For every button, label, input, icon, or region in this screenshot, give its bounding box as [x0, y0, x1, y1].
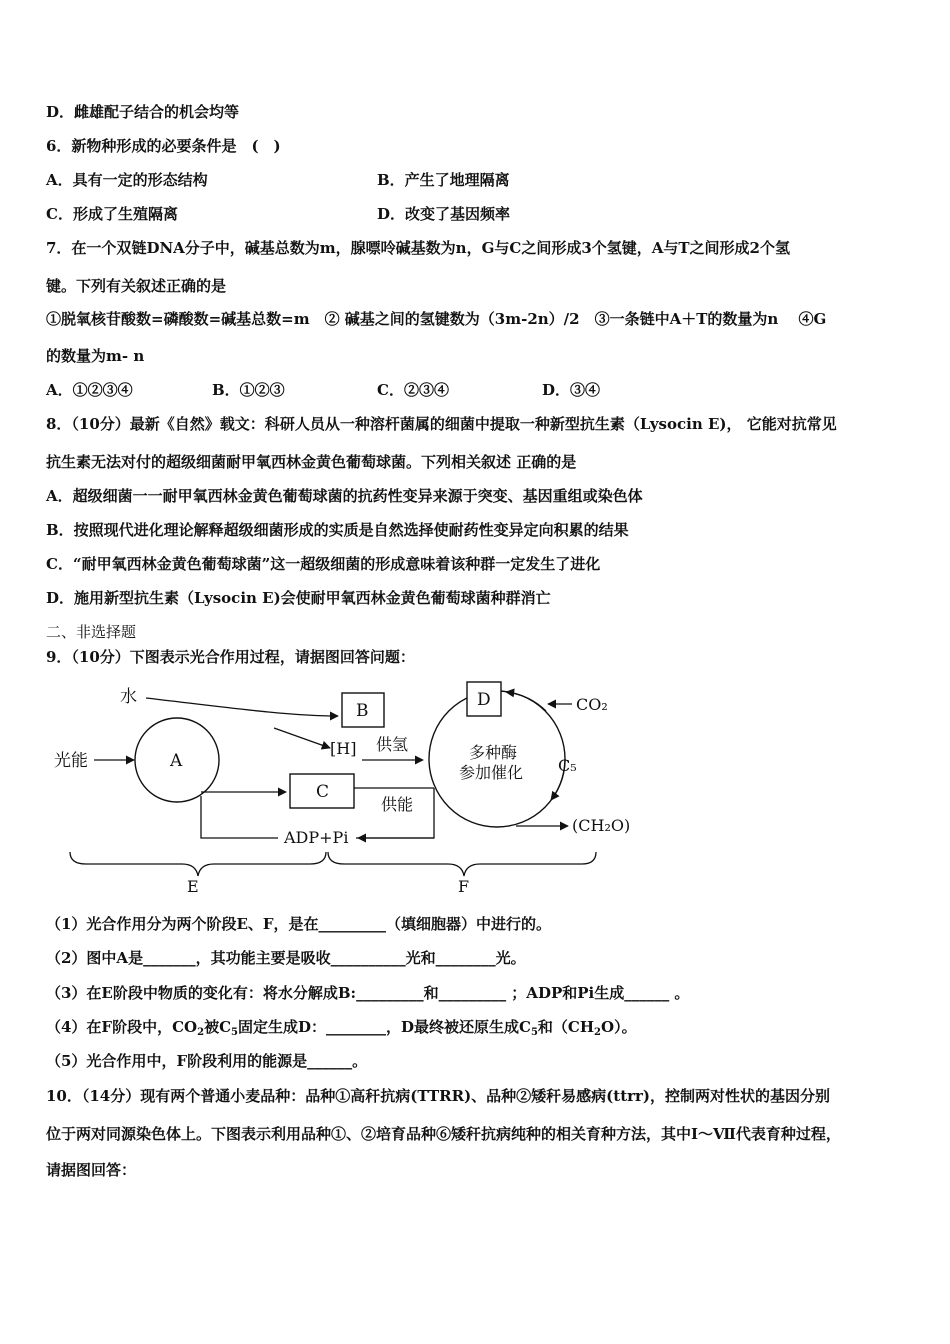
adp-label: ADP+Pi	[284, 828, 349, 847]
q7-stem-line4: 的数量为m- n	[46, 347, 145, 365]
supply-energy-label: 供能	[381, 795, 414, 814]
q7-option-a: A．①②③④	[46, 381, 133, 399]
label-c: C	[316, 782, 330, 802]
water-to-h-arrow	[274, 728, 330, 748]
section-heading: 二、非选择题	[46, 623, 137, 641]
q10-stem-line3: 请据图回答：	[46, 1161, 137, 1179]
q8-stem-line1: 8．（10分）最新《自然》载文：科研人员从一种溶杆菌属的细菌中提取一种新型抗生素（Lysocin E)， 它能对抗常见	[46, 415, 837, 433]
brace-e	[70, 852, 326, 876]
q7-stem-line3: ①脱氧核苷酸数=磷酸数=碱基总数=m ② 碱基之间的氢键数为（3m-2n）/2 ③一条链中A＋T的数量为n ④G	[46, 310, 827, 328]
label-e: E	[187, 877, 199, 896]
q9-sub1: （1）光合作用分为两个阶段E、F，是在_________（填细胞器）中进行的。	[46, 915, 552, 933]
q9-sub5: （5）光合作用中，F阶段利用的能源是______。	[46, 1052, 368, 1070]
q10-stem-line2: 位于两对同源染色体上。下图表示利用品种①、②培育品种⑥矮秆抗病纯种的相关育种方法，其中Ⅰ～Ⅶ代表育种过程，	[46, 1125, 841, 1143]
ch2o-label: (CH₂O)	[572, 816, 631, 835]
q6-option-d: D．改变了基因频率	[377, 205, 511, 223]
label-b: B	[356, 701, 369, 721]
q7-option-c: C．②③④	[377, 381, 449, 399]
q7-option-b: B．①②③	[212, 381, 285, 399]
label-h: [H]	[330, 739, 357, 758]
q9-sub2: （2）图中A是_______，其功能主要是吸收__________光和________光。	[46, 949, 526, 967]
label-a: A	[170, 751, 183, 771]
q6-option-a: A．具有一定的形态结构	[46, 171, 208, 189]
q8-stem-line2: 抗生素无法对付的超级细菌耐甲氧西林金黄色葡萄球菌。下列相关叙述 正确的是	[46, 453, 577, 471]
q8-option-b: B．按照现代进化理论解释超级细菌形成的实质是自然选择使耐药性变异定向积累的结果	[46, 521, 629, 539]
q6-option-b: B．产生了地理隔离	[377, 171, 510, 189]
cycle-arrow-to-d	[506, 692, 546, 711]
label-d: D	[477, 690, 491, 710]
q7-stem-line2: 键。下列有关叙述正确的是	[46, 277, 227, 295]
water-label: 水	[120, 687, 137, 707]
label-f: F	[458, 877, 470, 896]
q7-stem-line1: 7．在一个双链DNA分子中，碱基总数为m，腺嘌呤碱基数为n，G与C之间形成3个氢键，A与T之间形成2个氢	[46, 239, 790, 257]
enzyme-label-line2: 参加催化	[459, 763, 524, 782]
water-to-b-arrow	[146, 698, 338, 716]
q5-option-d: D．雌雄配子结合的机会均等	[46, 103, 240, 121]
brace-f	[328, 852, 596, 876]
q9-stem: 9．（10分）下图表示光合作用过程，请据图回答问题：	[46, 648, 415, 666]
supply-hydrogen-label: 供氢	[376, 735, 409, 754]
co2-label: CO₂	[576, 695, 608, 714]
q6-option-c: C．形成了生殖隔离	[46, 205, 178, 223]
q8-option-d: D．施用新型抗生素（Lysocin E)会使耐甲氧西林金黄色葡萄球菌种群消亡	[46, 589, 551, 607]
q9-sub3: （3）在E阶段中物质的变化有：将水分解成B:_________和_________ ；ADP和Pi生成______ 。	[46, 984, 690, 1002]
enzyme-label-line1: 多种酶	[469, 743, 518, 762]
q10-stem-line1: 10．（14分）现有两个普通小麦品种：品种①高秆抗病(TTRR)、品种②矮秆易感病(ttrr)，控制两对性状的基因分别	[46, 1087, 831, 1105]
photosynthesis-diagram	[46, 676, 646, 898]
q8-option-a: A．超级细菌一一耐甲氧西林金黄色葡萄球菌的抗药性变异来源于突变、基因重组或染色体	[46, 487, 643, 505]
q9-sub4: （4）在F阶段中，$CO_2$被$C_5$固定生成D：________，D最终被还原生成$C_5$和$(CH_2O)$。	[46, 1018, 637, 1038]
c5-label: C₅	[558, 756, 577, 775]
q6-stem: 6．新物种形成的必要条件是 ( )	[46, 137, 281, 155]
q8-option-c: C．“耐甲氧西林金黄色葡萄球菌”这一超级细菌的形成意味着该种群一定发生了进化	[46, 555, 601, 573]
q7-option-d: D．③④	[542, 381, 601, 399]
light-energy-label: 光能	[54, 751, 88, 771]
